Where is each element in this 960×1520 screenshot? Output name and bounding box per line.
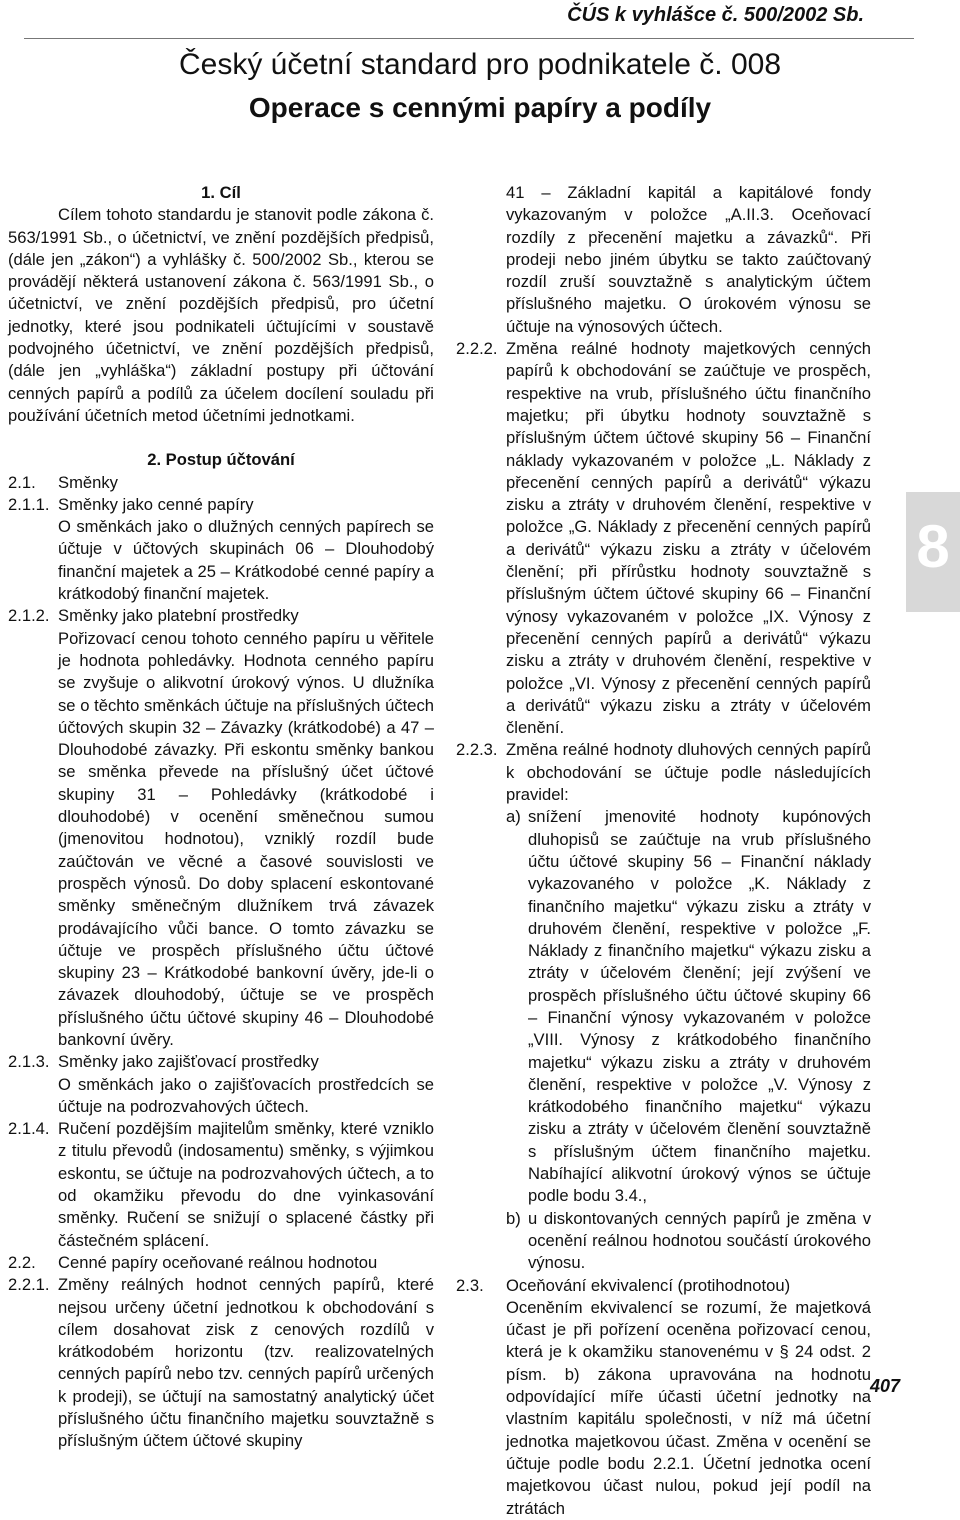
item-text: Oceňování ekvivalencí (protihodnotou) bbox=[506, 1275, 791, 1295]
item-number: 2.2. bbox=[8, 1252, 36, 1272]
item-text: Cenné papíry oceňované reálnou hodnotou bbox=[58, 1252, 378, 1272]
item-text: Změna reálné hodnoty majetkových cenných papírů k obchodování se zaúčtuje ve prospěch, respektive na vrub, příslušného účtu finančního majetku; při úbytku hodnoty souvztažně s příslušným účtem účtové skupiny 56 – Finanční náklady vykazovaném v položce „L. Náklady z přecenění cenných papírů a derivátů“ výkazu zisku a ztráty v druhovém členění, respektive v položce „G. Náklady z přecenění cenných papírů a derivátů“ výkazu zisku a ztráty v účelovém členění; při přírůstku hodnoty souvztažně s příslušným účtem účtové skupiny 66 – Finanční výnosy vykazovaném v položce „IX. Výnosy z přecenění cenných papírů a derivátů“ výkazu zisku a ztráty v druhovém členění, respektive v položce „VI. Výnosy z přecenění cenných papírů a derivátů“ výkazu zisku a ztráty v účelovém členění. bbox=[506, 339, 871, 738]
list-item bbox=[456, 806, 871, 1207]
item-text: Směnky bbox=[58, 472, 118, 492]
item-text: Změny reálných hodnot cenných papírů, které nejsou určeny účetní jednotkou k obchodování s cílem dosahovat zisk z cenových rozdílů v krátkodobém horizontu (tzv. realizovatelných cenných papírů nebo tzv. cenných papírů určených k prodeji), se účtují na samostatný analytický účet příslušného účtu finančního majetku souvztažně s příslušným účtem účtové skupiny bbox=[58, 1275, 434, 1451]
list-item bbox=[8, 1274, 434, 1452]
page-number: 407 bbox=[869, 1376, 900, 1396]
item-number: 2.1.1. bbox=[8, 494, 50, 514]
chapter-tab-label: 8 bbox=[916, 513, 950, 580]
item-number bbox=[8, 516, 58, 605]
item-number: a) bbox=[506, 807, 521, 827]
item-number: 2.2.1. bbox=[8, 1275, 50, 1295]
item-text: Směnky jako platební prostředky bbox=[58, 606, 299, 626]
item-text: O směnkách jako o dlužných cenných papírech se účtuje v účtových skupinách 06 – Dlouhodobý finanční majetek a 25 – Krátkodobé cenné papíry a krátkodobý finanční majetek. bbox=[58, 517, 434, 604]
list-item bbox=[8, 628, 434, 1052]
item-text: Ručení pozdějším majitelům směnky, které vzniklo z titulu převodů (indosamentu) směnky, s výjimkou eskontu, se účtuje na podrozvahových účtech, a to od okamžiku převodu do dne vyinkasování směnky. Ručení se snižují o splacené částky při částečném splácení. bbox=[58, 1119, 434, 1250]
list-item bbox=[8, 1252, 434, 1274]
list-item bbox=[456, 1208, 871, 1275]
list-item bbox=[8, 472, 434, 494]
list-item bbox=[8, 516, 434, 605]
item-number: b) bbox=[506, 1208, 521, 1228]
list-item bbox=[456, 1297, 871, 1520]
list-item bbox=[8, 1118, 434, 1252]
list-item bbox=[8, 1051, 434, 1073]
item-text: snížení jmenovité hodnoty kupónových dluhopisů se zaúčtuje na vrub příslušného účtu účtové skupiny 56 – Finanční náklady vykazovaného v položce „K. Náklady z finančního majetku“ výkazu zisku a ztráty v druhovém členění, respektive v položce „F. Náklady z finančního majetku“ výkazu zisku a ztráty v účelovém členění; její zvýšení ve prospěch příslušného účtu účtové skupiny 66 – Finanční výnosy vykazovaném v položce „VIII. Výnosy z krátkodobého finančního majetku“ výkazu zisku a ztráty v druhovém členění, respektive v položce „V. Výnosy z krátkodobého finančního majetku“ výkazu zisku a ztráty v účelovém členění souvztažně s příslušným účtem finančního majetku. Nabíhající alikvotní úrokový výnos se účtuje podle bodu 3.4., bbox=[528, 807, 871, 1206]
item-number bbox=[456, 1297, 506, 1520]
item-number: 2.2.3. bbox=[456, 740, 498, 760]
item-number: 2.1.3. bbox=[8, 1052, 50, 1072]
item-number: 2.1.2. bbox=[8, 606, 50, 626]
left-column bbox=[8, 182, 434, 1453]
standard-subtitle: Operace s cennými papíry a podíly bbox=[248, 92, 712, 123]
header-rule bbox=[24, 38, 914, 39]
list-item bbox=[8, 605, 434, 627]
list-item bbox=[8, 1074, 434, 1119]
item-text: Oceněním ekvivalencí se rozumí, že majetková účast je při pořízení oceněna pořizovací cenou, která je k okamžiku stanovenému v § 24 odst. 2 písm. b) zákona upravována na hodnotu odpovídající míře účasti účetní jednotky na vlastním kapitálu společnosti, v níž má účetní jednotka majetkovou účast. Změna v ocenění se účtuje podle bodu 2.2.1. Účetní jednotka ocení majetkovou účast nulou, pokud její podíl na ztrátách bbox=[506, 1297, 871, 1518]
item-number: 2.1.4. bbox=[8, 1119, 50, 1139]
list-item bbox=[456, 182, 871, 338]
item-number: 2.3. bbox=[456, 1275, 484, 1295]
item-text: 41 – Základní kapitál a kapitálové fondy vykazovaným v položce „A.II.3. Oceňovací rozdíly z přecenění majetku a závazků“. Při prodeji nebo jiném úbytku se takto zaúčtovaný rozdíl zruší souvztažně s analytickým účtem příslušného majetku. O úrokovém výnosu se účtuje na výnosových účtech. bbox=[506, 183, 871, 336]
list-item bbox=[456, 338, 871, 739]
item-text: O směnkách jako o zajišťovacích prostředcích se účtuje na podrozvahových účtech. bbox=[58, 1074, 434, 1116]
section-heading-cil: 1. Cíl bbox=[201, 183, 241, 202]
item-number bbox=[8, 628, 58, 1052]
right-column bbox=[456, 182, 871, 1520]
item-text: Směnky jako zajišťovací prostředky bbox=[58, 1052, 319, 1072]
standard-title: Český účetní standard pro podnikatele č. 008 bbox=[178, 48, 782, 81]
item-number: 2.2.2. bbox=[456, 339, 498, 359]
section-text-cil: Cílem tohoto standardu je stanovit podle zákona č. 563/1991 Sb., o účetnictví, ve znění pozdějších předpisů, (dále jen „zákon“) a vyhlášky č. 500/2002 Sb., kterou se provádějí některá ustanovení zákona č. 563/1991 Sb., o účetnictví, ve znění pozdějších předpisů, pro účetní jednotky, které jsou podnikateli účtujícími v soustavě podvojného účetnictví, ve znění pozdějších předpisů, (dále jen „vyhláška“) základní postupy při účtování cenných papírů a podílů za účelem docílení souladu při používání účetních metod účetními jednotkami. bbox=[8, 205, 434, 425]
section-heading-postup: 2. Postup účtování bbox=[147, 450, 295, 470]
item-number bbox=[8, 1074, 58, 1119]
item-number bbox=[456, 182, 506, 338]
document-reference: ČÚS k vyhlášce č. 500/2002 Sb. bbox=[567, 4, 864, 26]
list-item bbox=[456, 1275, 871, 1297]
list-item bbox=[456, 739, 871, 806]
item-text: Pořizovací cenou tohoto cenného papíru u věřitele je hodnota pohledávky. Hodnota cenného papíru se zvyšuje o alikvotní úrokový výnos. U dlužníka se o těchto směnkách účtuje na příslušných účtech účtových skupin 32 – Závazky (krátkodobé) a 47 – Dlouhodobé závazky. Při eskontu směnky bankou se směnka převede na příslušný účet účtové skupiny 31 – Pohledávky (krátkodobé i dlouhodobé) v ocenění směnečnou sumou (jmenovitou hodnotou), vzniklý rozdíl bude zaúčtován ve věcné a časové souvislosti ve prospěch výnosů. Do doby splacení eskontované směnky směnečným dlužníkem trvá závazek prodávajícího vůči bance. O tomto závazku se účtuje ve prospěch příslušného účtu účtové skupiny 23 – Krátkodobé bankovní úvěry, jde-li o závazek dlouhodobý, účtuje se ve prospěch příslušného účtu účtové skupiny 46 – Dlouhodobé bankovní úvěry. bbox=[58, 628, 434, 1049]
item-text: Směnky jako cenné papíry bbox=[58, 494, 254, 514]
item-text: Změna reálné hodnoty dluhových cenných papírů k obchodování se účtuje podle následujících pravidel: bbox=[506, 740, 871, 805]
item-number: 2.1. bbox=[8, 472, 36, 492]
right-items-list bbox=[456, 182, 871, 1520]
list-item bbox=[8, 494, 434, 516]
item-text: u diskontovaných cenných papírů je změna v ocenění reálnou hodnotou součástí úrokového výnosu. bbox=[528, 1208, 871, 1273]
left-items-list bbox=[8, 472, 434, 1453]
